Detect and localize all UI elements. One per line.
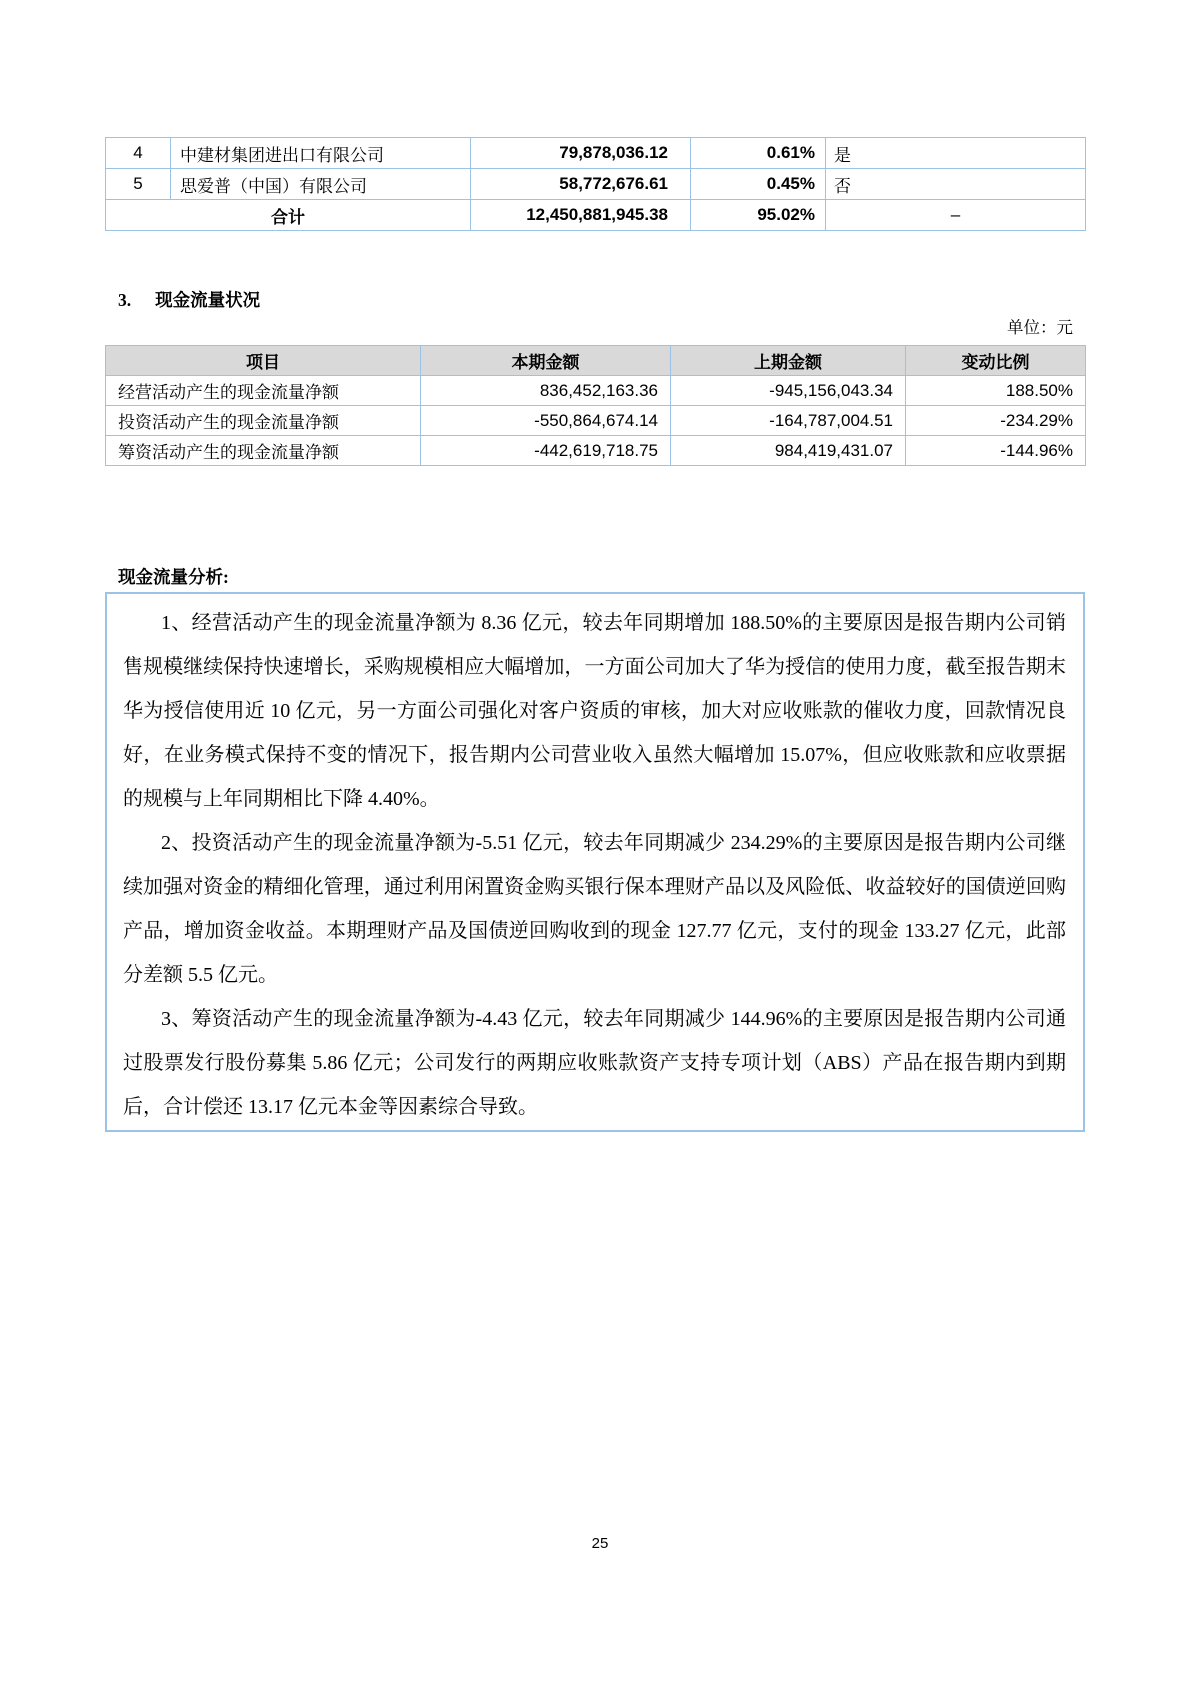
cashflow-prior: -164,787,004.51 — [671, 406, 906, 436]
col-header-item: 项目 — [106, 346, 421, 376]
section-number: 3. — [118, 290, 132, 310]
top-summary-table — [105, 137, 1086, 231]
total-flag-dash: – — [826, 200, 1086, 231]
col-header-prior: 上期金额 — [671, 346, 906, 376]
cashflow-row — [106, 406, 1086, 436]
row-amount: 79,878,036.12 — [471, 138, 691, 169]
table-row — [106, 138, 1086, 169]
unit-note: 单位：元 — [1007, 318, 1073, 337]
cashflow-change: -144.96% — [906, 436, 1086, 466]
col-header-current: 本期金额 — [421, 346, 671, 376]
row-percent: 0.45% — [691, 169, 826, 200]
cashflow-current: 836,452,163.36 — [421, 376, 671, 406]
cashflow-item: 投资活动产生的现金流量净额 — [106, 406, 421, 436]
cashflow-change: 188.50% — [906, 376, 1086, 406]
row-name: 思爱普（中国）有限公司 — [171, 169, 471, 200]
analysis-heading: 现金流量分析: — [118, 567, 229, 587]
cashflow-prior: 984,419,431.07 — [671, 436, 906, 466]
cashflow-item: 经营活动产生的现金流量净额 — [106, 376, 421, 406]
table-total-row — [106, 200, 1086, 231]
row-flag: 是 — [826, 138, 1086, 169]
row-seq: 4 — [106, 138, 171, 169]
total-amount: 12,450,881,945.38 — [471, 200, 691, 231]
table-row — [106, 169, 1086, 200]
row-seq: 5 — [106, 169, 171, 200]
cashflow-header-row — [106, 346, 1086, 376]
row-amount: 58,772,676.61 — [471, 169, 691, 200]
analysis-paragraph-investing: 2、投资活动产生的现金流量净额为-5.51 亿元，较去年同期减少 234.29%的主要原因是报告期内公司继续加强对资金的精细化管理，通过利用闲置资金购买银行保本理财产品以及风险低、收益较好的国债逆回购产品，增加资金收益。本期理财产品及国债逆回购收到的现金 127.77 亿元，支付的现金 133.27 亿元，此部分差额 5.5 亿元。 — [123, 832, 1066, 986]
total-percent: 95.02% — [691, 200, 826, 231]
page-number: 25 — [591, 1535, 609, 1552]
row-flag: 否 — [826, 169, 1086, 200]
row-name: 中建材集团进出口有限公司 — [171, 138, 471, 169]
col-header-change: 变动比例 — [906, 346, 1086, 376]
cashflow-current: -442,619,718.75 — [421, 436, 671, 466]
total-label: 合计 — [106, 200, 471, 231]
analysis-paragraph-operating: 1、经营活动产生的现金流量净额为 8.36 亿元，较去年同期增加 188.50%的主要原因是报告期内公司销售规模继续保持快速增长，采购规模相应大幅增加，一方面公司加大了华为授信的使用力度，截至报告期末华为授信使用近 10 亿元，另一方面公司强化对客户资质的审核，加大对应收账款的催收力度，回款情况良好，在业务模式保持不变的情况下，报告期内公司营业收入虽然大幅增加 15.07%，但应收账款和应收票据的规模与上年同期相比下降 4.40%。 — [123, 612, 1066, 810]
cashflow-prior: -945,156,043.34 — [671, 376, 906, 406]
cashflow-row — [106, 436, 1086, 466]
row-percent: 0.61% — [691, 138, 826, 169]
section-title: 现金流量状况 — [155, 290, 261, 310]
analysis-paragraph-financing: 3、筹资活动产生的现金流量净额为-4.43 亿元，较去年同期减少 144.96%的主要原因是报告期内公司通过股票发行股份募集 5.86 亿元；公司发行的两期应收账款资产支持专项计划（ABS）产品在报告期内到期后，合计偿还 13.17 亿元本金等因素综合导致。 — [123, 1008, 1066, 1118]
cashflow-current: -550,864,674.14 — [421, 406, 671, 436]
cashflow-item: 筹资活动产生的现金流量净额 — [106, 436, 421, 466]
analysis-text-box — [105, 592, 1085, 1132]
section-heading — [118, 287, 260, 312]
cashflow-table — [105, 345, 1086, 466]
cashflow-change: -234.29% — [906, 406, 1086, 436]
cashflow-row — [106, 376, 1086, 406]
